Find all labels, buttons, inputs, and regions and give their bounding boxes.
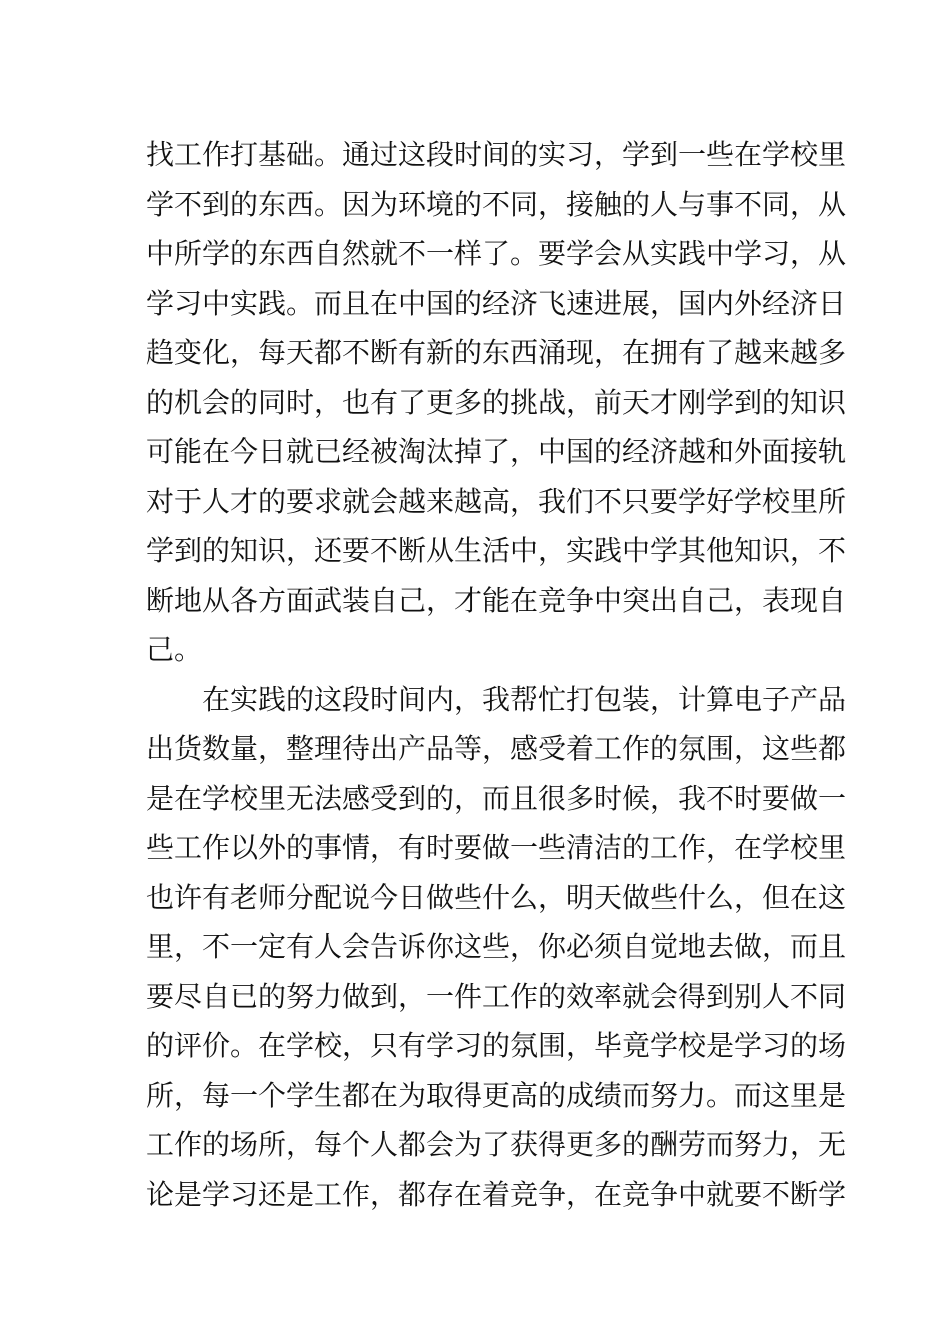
paragraph-line: 断地从各方面武装自己，才能在竞争中突出自己，表现自: [146, 583, 847, 617]
paragraph-line: 对于人才的要求就会越来越高，我们不只要学好学校里所: [146, 484, 847, 518]
paragraph-line: 己。: [146, 633, 203, 666]
paragraph-line: 学到的知识，还要不断从生活中，实践中学其他知识，不: [146, 534, 847, 567]
paragraph-first-line: 在实践的这段时间内，我帮忙打包装，计算电子产品: [202, 682, 847, 716]
paragraph-line: 趋变化，每天都不断有新的东西涌现，在拥有了越来越多: [146, 336, 847, 369]
paragraph-1: [146, 130, 847, 675]
paragraph-line: 论是学习还是工作，都存在着竞争，在竞争中就要不断学: [146, 1177, 847, 1211]
paragraph-line: 可能在今日就已经被淘汰掉了，中国的经济越和外面接轨: [146, 435, 847, 468]
paragraph-line: 是在学校里无法感受到的，而且很多时候，我不时要做一: [146, 781, 847, 815]
paragraph-line: 学习中实践。而且在中国的经济飞速进展，国内外经济日: [146, 286, 847, 320]
paragraph-line: 里，不一定有人会告诉你这些，你必须自觉地去做，而且: [146, 930, 847, 963]
paragraph-line: 些工作以外的事情，有时要做一些清洁的工作，在学校里: [146, 831, 847, 864]
paragraph-line: 的机会的同时，也有了更多的挑战，前天才刚学到的知识: [146, 385, 847, 419]
document-body: [146, 130, 847, 1219]
paragraph-2: [146, 675, 847, 1220]
paragraph-line: 找工作打基础。通过这段时间的实习，学到一些在学校里: [146, 138, 847, 171]
paragraph-line: 中所学的东西自然就不一样了。要学会从实践中学习，从: [146, 237, 847, 270]
paragraph-line: 所，每一个学生都在为取得更高的成绩而努力。而这里是: [146, 1078, 847, 1112]
paragraph-line: 的评价。在学校，只有学习的氛围，毕竟学校是学习的场: [146, 1029, 847, 1062]
paragraph-line: 工作的场所，每个人都会为了获得更多的酬劳而努力，无: [146, 1128, 847, 1161]
paragraph-line: 要尽自已的努力做到，一件工作的效率就会得到别人不同: [146, 979, 847, 1013]
paragraph-line: 也许有老师分配说今日做些什么，明天做些什么，但在这: [146, 880, 847, 914]
paragraph-line: 学不到的东西。因为环境的不同，接触的人与事不同，从: [146, 187, 847, 221]
paragraph-line: 出货数量，整理待出产品等，感受着工作的氛围，这些都: [146, 732, 847, 765]
